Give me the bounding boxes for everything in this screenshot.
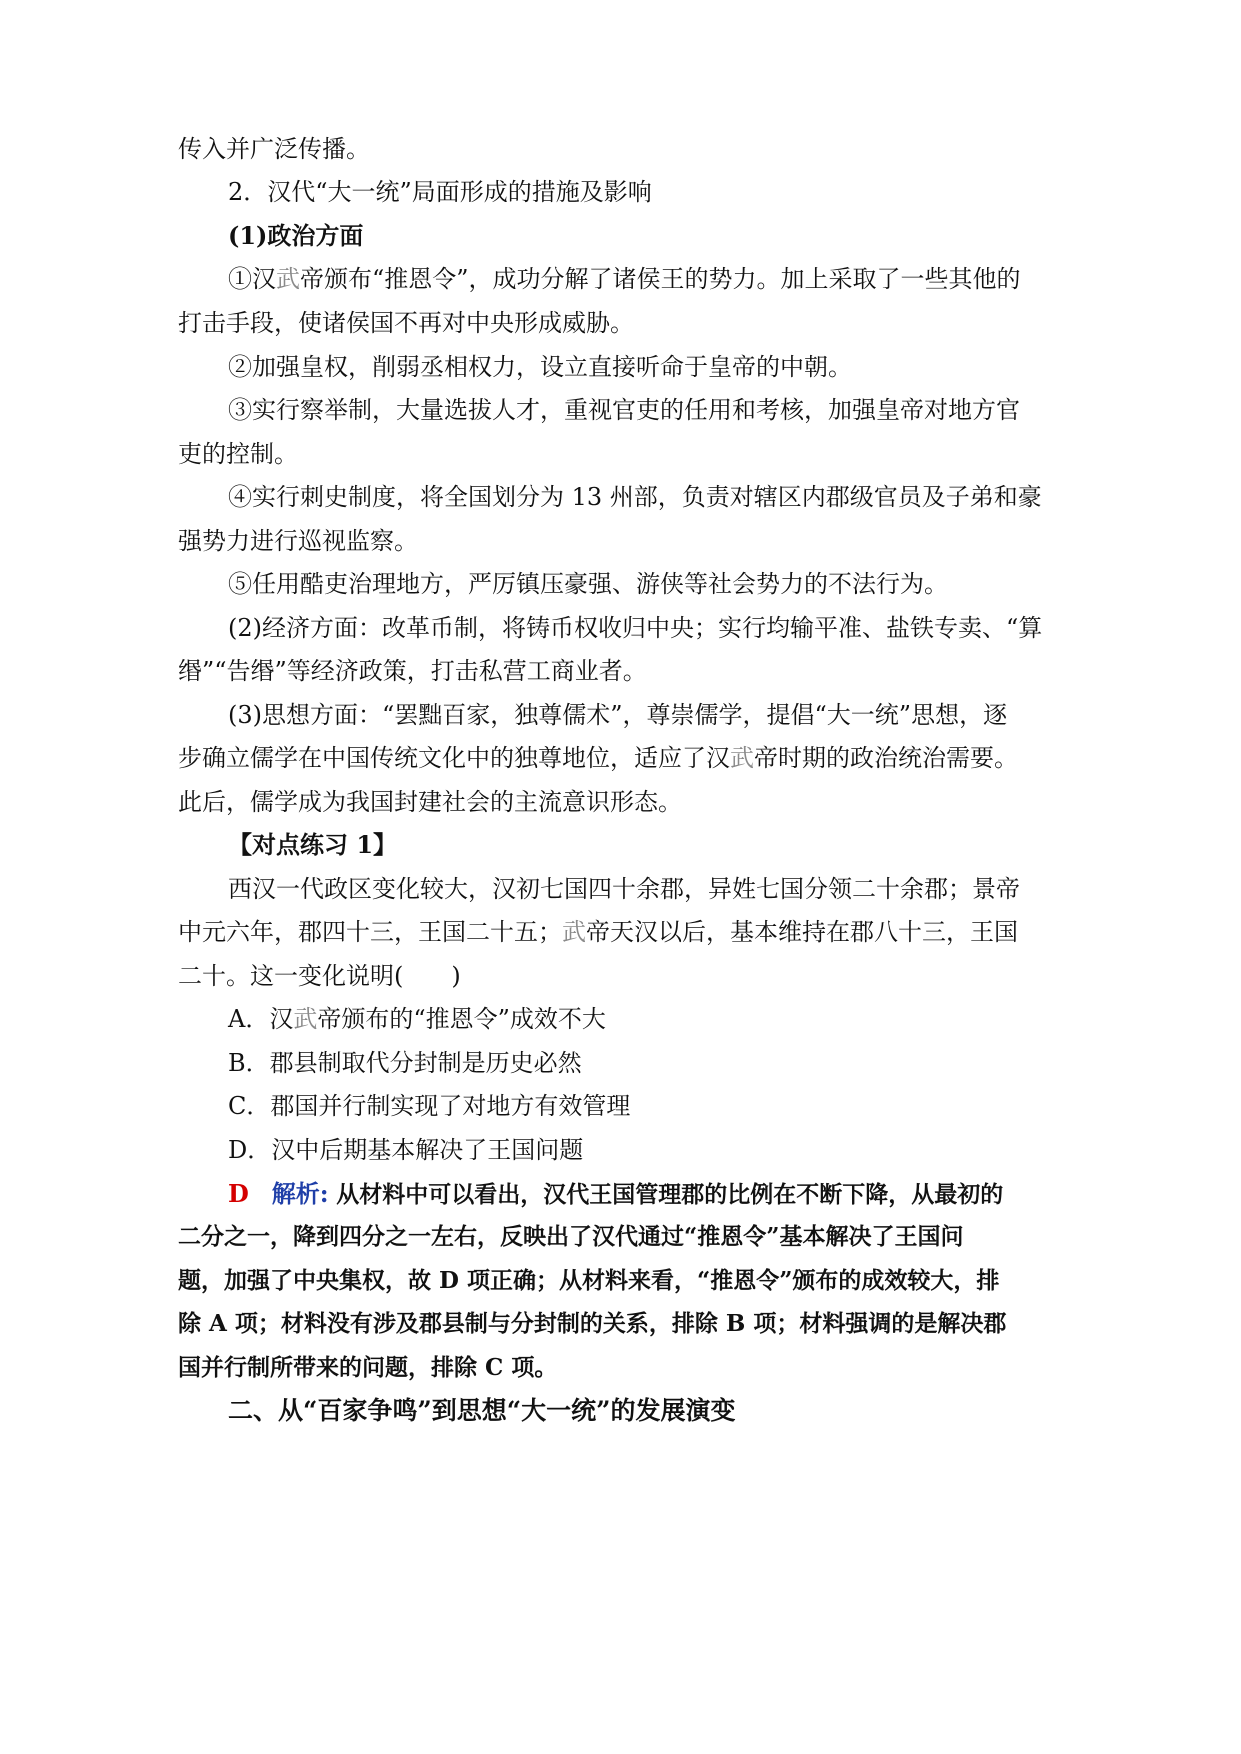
text-line: ①汉武帝颁布“推恩令”，成功分解了诸侯王的势力。加上采取了一些其他的 [228,265,1021,293]
subsection-heading: 2．汉代“大一统”局面形成的措施及影响 [228,178,652,206]
text-line: 步确立儒学在中国传统文化中的独尊地位，适应了汉武帝时期的政治统治需要。 [178,744,1018,772]
analysis-label: 解析: [271,1179,329,1208]
question-stem: 西汉一代政区变化较大，汉初七国四十余郡，异姓七国分领二十余郡；景帝 [228,875,1020,903]
ideology-paragraph: (3)思想方面：“罢黜百家，独尊儒术”，尊崇儒学，提倡“大一统”思想，逐 [228,701,1008,729]
text-line: ②加强皇权，削弱丞相权力，设立直接听命于皇帝的中朝。 [228,353,852,381]
text-line: 传入并广泛传播。 [178,135,370,163]
option-c: C．郡国并行制实现了对地方有效管理 [228,1092,631,1120]
analysis-line: 题，加强了中央集权，故 D 项正确；从材料来看，“推恩令”颁布的成效较大，排 [178,1267,1000,1294]
political-heading: (1)政治方面 [228,221,364,250]
option-a: A．汉武帝颁布的“推恩令”成效不大 [228,1005,606,1033]
option-b: B．郡县制取代分封制是历史必然 [228,1049,582,1077]
text-line: 中元六年，郡四十三，王国二十五；武帝天汉以后，基本维持在郡八十三，王国 [178,918,1018,946]
analysis-line: D 解析: 从材料中可以看出，汉代王国管理郡的比例在不断下降，从最初的 [228,1179,1004,1208]
text-line: 打击手段，使诸侯国不再对中央形成威胁。 [178,309,634,337]
analysis-line: 二分之一，降到四分之一左右，反映出了汉代通过“推恩令”基本解决了王国问 [178,1223,964,1250]
text-line: 此后，儒学成为我国封建社会的主流意识形态。 [178,788,682,816]
analysis-line: 国并行制所带来的问题，排除 C 项。 [178,1354,558,1381]
economic-paragraph: (2)经济方面：改革币制，将铸币权收归中央；实行均输平准、盐铁专卖、“算 [228,614,1043,642]
text-line: 吏的控制。 [178,440,298,468]
analysis-line: 除 A 项；材料没有涉及郡县制与分封制的关系，排除 B 项；材料强调的是解决郡 [178,1310,1007,1337]
text-line: 缗”“告缗”等经济政策，打击私营工商业者。 [178,657,647,685]
text-line: ⑤任用酷吏治理地方，严厉镇压豪强、游侠等社会势力的不法行为。 [228,570,948,598]
answer-letter: D [228,1179,249,1208]
text-line: 强势力进行巡视监察。 [178,527,418,555]
text-line: ④实行刺史制度，将全国划分为 13 州部，负责对辖区内郡级官员及子弟和豪 [228,483,1042,511]
exercise-heading: 【对点练习 1】 [228,830,398,859]
text-line: 二十。这一变化说明( ) [178,962,461,990]
section-heading: 二、从“百家争鸣”到思想“大一统”的发展演变 [228,1396,736,1425]
option-d: D．汉中后期基本解决了王国问题 [228,1136,584,1164]
text-line: ③实行察举制，大量选拔人才，重视官吏的任用和考核，加强皇帝对地方官 [228,396,1020,424]
